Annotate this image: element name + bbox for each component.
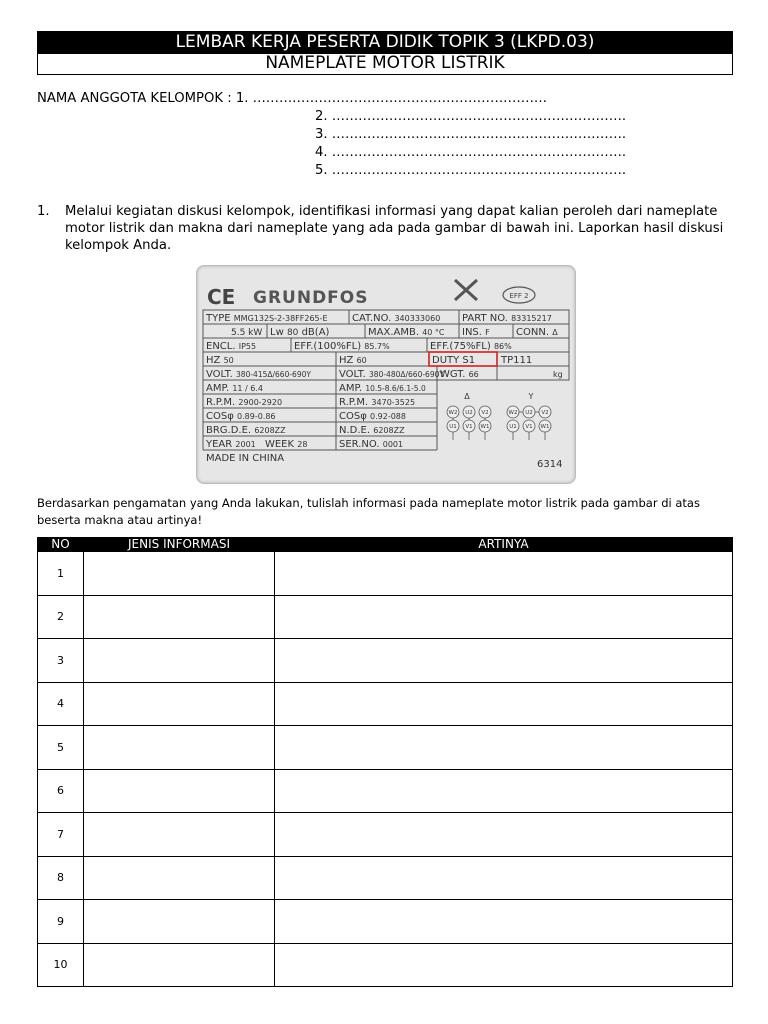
- page-subtitle: NAMEPLATE MOTOR LISTRIK: [38, 53, 732, 74]
- svg-text:DUTY S1: DUTY S1: [432, 355, 476, 366]
- svg-text:W2: W2: [448, 410, 458, 416]
- artinya-cell[interactable]: [275, 682, 733, 726]
- jenis-informasi-cell[interactable]: [84, 552, 275, 596]
- row-number: 4: [38, 682, 84, 726]
- svg-text:W1: W1: [480, 424, 490, 430]
- svg-text:5.5 kW: 5.5 kW: [231, 328, 263, 338]
- grundfos-x-icon: [455, 280, 477, 300]
- header-no: NO: [38, 538, 84, 552]
- brand-logo-text: GRUNDFOS: [253, 288, 369, 308]
- eff-badge-text: EFF 2: [509, 292, 529, 300]
- svg-text:R.P.M. 3470-3525: R.P.M. 3470-3525: [339, 397, 416, 408]
- members-label: NAMA ANGGOTA KELOMPOK : 1. ………………………………………………………….: [37, 91, 547, 106]
- row-number: 3: [38, 639, 84, 683]
- connection-diagram: [447, 392, 551, 440]
- svg-text:Y: Y: [528, 392, 534, 401]
- title-box: [37, 31, 733, 75]
- svg-text:VOLT. 380-415Δ/660-690Y: VOLT. 380-415Δ/660-690Y: [206, 369, 311, 380]
- table-header-row: [38, 538, 733, 552]
- jenis-informasi-cell[interactable]: [84, 769, 275, 813]
- svg-text:kg: kg: [553, 370, 563, 379]
- jenis-informasi-cell[interactable]: [84, 900, 275, 944]
- svg-text:U2: U2: [465, 410, 473, 416]
- question-1: [37, 203, 761, 254]
- artinya-cell[interactable]: [275, 769, 733, 813]
- svg-text:PART NO. 83315217: PART NO. 83315217: [462, 313, 552, 324]
- table-row: [38, 595, 733, 639]
- svg-text:U2: U2: [525, 410, 533, 416]
- jenis-informasi-cell[interactable]: [84, 726, 275, 770]
- row-number: 1: [38, 552, 84, 596]
- svg-text:YEAR 2001 WEEK 28: YEAR 2001 WEEK 28: [206, 439, 308, 450]
- svg-text:EFF.(75%FL) 86%: EFF.(75%FL) 86%: [430, 341, 512, 352]
- svg-text:COSφ 0.92-088: COSφ 0.92-088: [339, 411, 406, 422]
- svg-text:CONN. Δ: CONN. Δ: [516, 327, 558, 338]
- answer-table: [37, 537, 733, 987]
- table-row: [38, 813, 733, 857]
- svg-text:CAT.NO. 340333060: CAT.NO. 340333060: [352, 313, 441, 324]
- table-row: [38, 682, 733, 726]
- svg-text:R.P.M. 2900-2920: R.P.M. 2900-2920: [206, 397, 283, 408]
- svg-text:TYPE MMG132S-2-38FF265-E: TYPE MMG132S-2-38FF265-E: [206, 313, 328, 324]
- page-title: LEMBAR KERJA PESERTA DIDIK TOPIK 3 (LKPD.03): [38, 32, 732, 53]
- svg-text:TP111: TP111: [501, 355, 533, 366]
- table-row: [38, 726, 733, 770]
- table-row: [38, 552, 733, 596]
- artinya-cell[interactable]: [275, 639, 733, 683]
- table-row: [38, 943, 733, 987]
- svg-text:Δ: Δ: [464, 392, 470, 401]
- svg-text:AMP. 10.5-8.6/6.1-5.0: AMP. 10.5-8.6/6.1-5.0: [339, 383, 426, 394]
- table-row: [38, 769, 733, 813]
- row-number: 5: [38, 726, 84, 770]
- header-artinya: ARTINYA: [275, 538, 733, 552]
- svg-text:V1: V1: [465, 424, 473, 430]
- question-text: Melalui kegiatan diskusi kelompok, identifikasi informasi yang dapat kalian peroleh dari nameplate motor listrik dan makna dari nameplate yang ada pada gambar di bawah ini. Laporkan hasil diskusi kelompok Anda.: [65, 204, 724, 253]
- svg-text:EFF.(100%FL) 85.7%: EFF.(100%FL) 85.7%: [294, 341, 390, 352]
- svg-text:V2: V2: [481, 410, 489, 416]
- svg-text:MAX.AMB. 40 °C: MAX.AMB. 40 °C: [368, 327, 445, 338]
- table-row: [38, 900, 733, 944]
- row-number: 2: [38, 595, 84, 639]
- artinya-cell[interactable]: [275, 900, 733, 944]
- row-number: 6: [38, 769, 84, 813]
- svg-text:HZ 60: HZ 60: [339, 355, 367, 366]
- instruction-text: Berdasarkan pengamatan yang Anda lakukan, tulislah informasi pada nameplate motor listrik pada gambar di atas beserta makna atau artinya!: [37, 496, 700, 527]
- jenis-informasi-cell[interactable]: [84, 943, 275, 987]
- artinya-cell[interactable]: [275, 726, 733, 770]
- svg-text:MADE IN CHINA: MADE IN CHINA: [206, 453, 285, 464]
- svg-text:HZ 50: HZ 50: [206, 355, 234, 366]
- table-row: [38, 639, 733, 683]
- header-jenis-informasi: JENIS INFORMASI: [84, 538, 275, 552]
- artinya-cell[interactable]: [275, 856, 733, 900]
- member-line-5: 5. ………………………………………………………….: [315, 163, 627, 178]
- row-number: 8: [38, 856, 84, 900]
- jenis-informasi-cell[interactable]: [84, 639, 275, 683]
- row-number: 9: [38, 900, 84, 944]
- svg-text:INS. F: INS. F: [462, 327, 490, 338]
- jenis-informasi-cell[interactable]: [84, 813, 275, 857]
- svg-text:VOLT. 380-480Δ/660-690Y: VOLT. 380-480Δ/660-690Y: [339, 369, 444, 380]
- member-line-2: 2. ………………………………………………………….: [315, 109, 627, 124]
- row-number: 10: [38, 943, 84, 987]
- svg-text:N.D.E. 6208ZZ: N.D.E. 6208ZZ: [339, 425, 405, 436]
- svg-text:W2: W2: [508, 410, 518, 416]
- svg-text:Lw 80 dB(A): Lw 80 dB(A): [270, 327, 330, 338]
- svg-text:V2: V2: [541, 410, 549, 416]
- ce-mark: CE: [207, 285, 236, 309]
- svg-text:U1: U1: [449, 424, 457, 430]
- svg-text:U1: U1: [509, 424, 517, 430]
- svg-text:ENCL. IP55: ENCL. IP55: [206, 341, 257, 352]
- svg-text:SER.NO. 0001: SER.NO. 0001: [339, 439, 404, 450]
- jenis-informasi-cell[interactable]: [84, 856, 275, 900]
- svg-text:COSφ 0.89-0.86: COSφ 0.89-0.86: [206, 411, 276, 422]
- row-number: 7: [38, 813, 84, 857]
- svg-text:BRG.D.E. 6208ZZ: BRG.D.E. 6208ZZ: [206, 425, 286, 436]
- artinya-cell[interactable]: [275, 813, 733, 857]
- artinya-cell[interactable]: [275, 943, 733, 987]
- jenis-informasi-cell[interactable]: [84, 595, 275, 639]
- svg-text:V1: V1: [525, 424, 533, 430]
- svg-text:W1: W1: [540, 424, 550, 430]
- artinya-cell[interactable]: [275, 552, 733, 596]
- table-row: [38, 856, 733, 900]
- group-members: [37, 90, 627, 180]
- member-line-3: 3. ………………………………………………………….: [315, 127, 627, 142]
- svg-text:WGT. 66: WGT. 66: [440, 369, 479, 380]
- jenis-informasi-cell[interactable]: [84, 682, 275, 726]
- svg-text:6314: 6314: [537, 459, 563, 470]
- nameplate-image: [196, 265, 576, 484]
- member-line-4: 4. ………………………………………………………….: [315, 145, 627, 160]
- question-number: 1.: [37, 204, 50, 219]
- artinya-cell[interactable]: [275, 595, 733, 639]
- svg-text:AMP. 11 / 6.4: AMP. 11 / 6.4: [206, 383, 263, 394]
